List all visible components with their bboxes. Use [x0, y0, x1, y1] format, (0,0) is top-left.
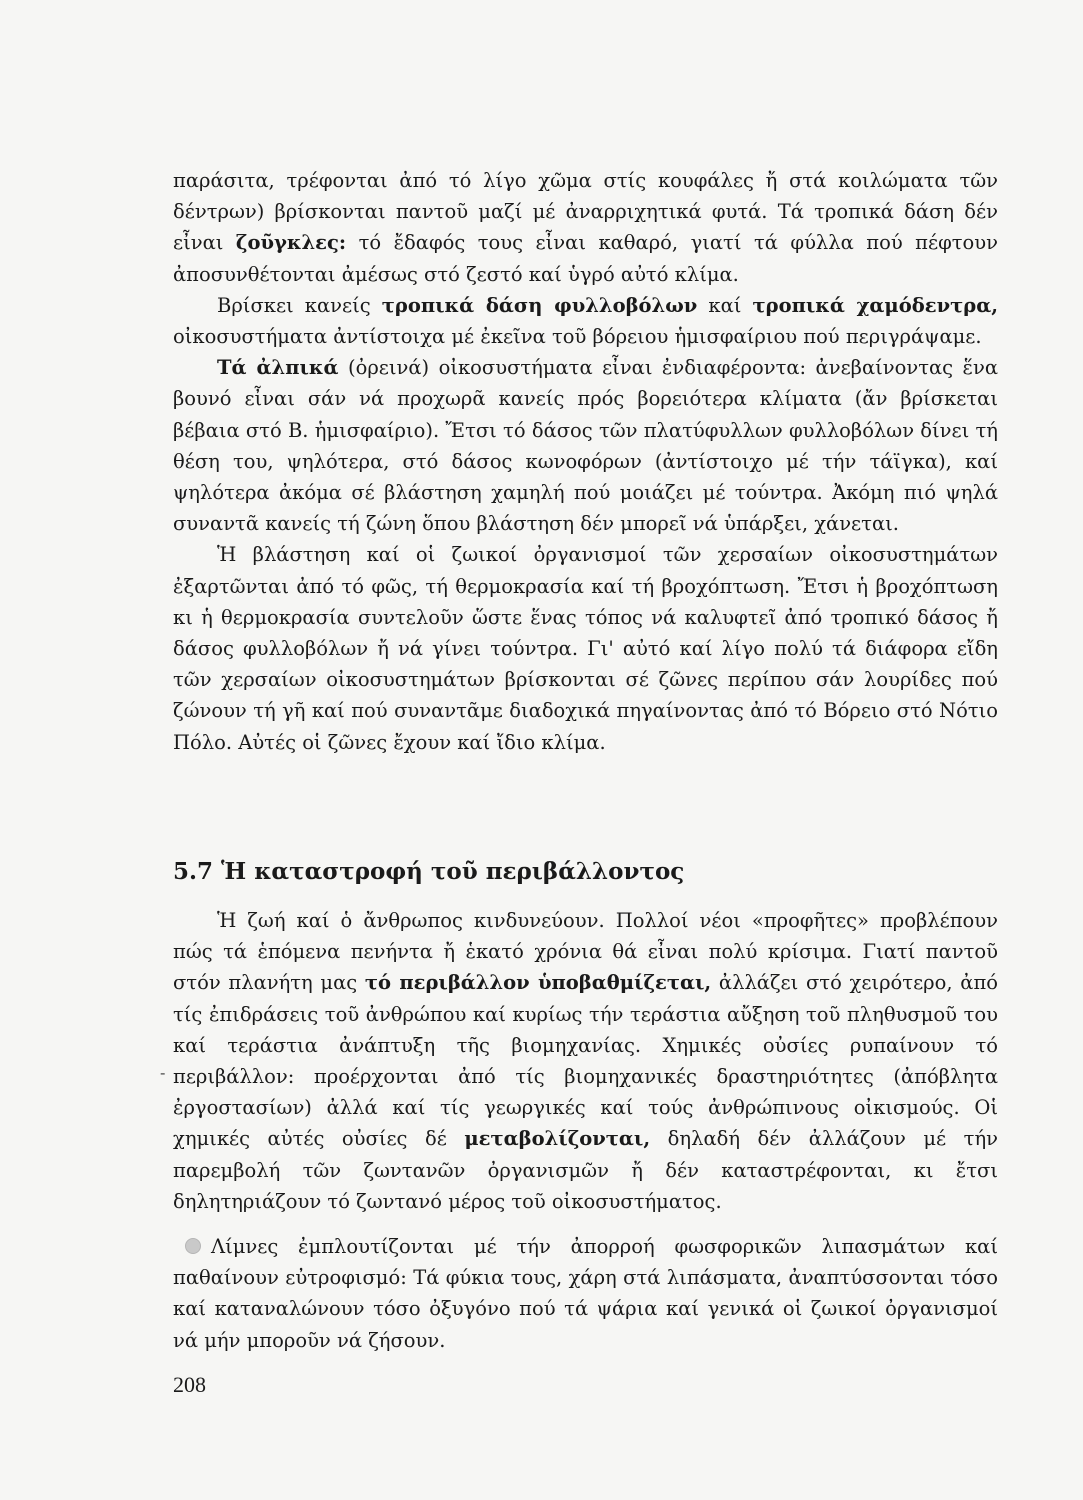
- bold-term: τροπικά χαμόδεντρα,: [752, 293, 998, 317]
- bold-term: μεταβολίζονται,: [464, 1127, 651, 1151]
- text-run: καί: [697, 293, 753, 317]
- text-run: Ἡ ζωή καί ὁ ἄνθρωπος κινδυνεύουν. Πολλοί νέοι «προφῆτες» προβλέπουν πώς τά ἑπόμενα πενήντα ἤ ἑκατό χρόνια θά εἶναι πολύ κρίσιμα. Γιατί παντοῦ στόν πλανήτη μας: [173, 909, 998, 995]
- text-run: οἰκοσυστήματα ἀντίστοιχα μέ ἐκεῖνα τοῦ βόρειου ἡμισφαίριου πού περιγράψαμε.: [173, 325, 982, 349]
- text-run: τό ἔδαφός τους εἶναι καθαρό, γιατί τά φύλλα πού πέφτουν ἀποσυνθέτονται ἀμέσως στό ζεστό καί ὑγρό αὐτό κλίμα.: [173, 231, 998, 286]
- text-block-top: [173, 165, 998, 758]
- section-number: 5.7: [173, 858, 214, 885]
- section-heading: [173, 858, 684, 885]
- text-run: δηλαδή δέν ἀλλάζουν μέ τήν παρεμβολή τῶν ζωντανῶν ὀργανισμῶν ἤ δέν καταστρέφονται, κι ἔτσι δηλητηριάζουν τό ζωντανό μέρος τοῦ οἰκοσυστήματος.: [173, 1127, 998, 1213]
- text-run: ἀλλάζει στό χειρότερο, ἀπό τίς ἐπιδράσεις τοῦ ἀνθρώπου καί κυρίως τήν τεράστια αὔξηση τοῦ πληθυσμοῦ του καί τεράστια ἀνάπτυξη τῆς βιομηχανίας. Χημικές οὐσίες ρυπαίνουν τό περιβάλλον: προέρχονται ἀπό τίς βιομηχανικές δραστηριότητες (ἀπόβλητα ἐργοστασίων) ἀλλά καί τίς γεωργικές καί τούς ἀνθρώπινους οἰκισμούς. Οἱ χημικές αὐτές οὐσίες δέ: [173, 971, 999, 1151]
- text-run: (ὀρεινά) οἰκοσυστήματα εἶναι ἐνδιαφέροντα: ἀνεβαίνοντας ἕνα βουνό εἶναι σάν νά προχωρᾶ κανείς πρός βορειότερα κλίματα (ἄν βρίσκεται βέβαια στό Β. ἡμισφαίριο). Ἔτσι τό δάσος τῶν πλατύφυλλων φυλλοβόλων δίνει τή θέση του, ψηλότερα, στό δάσος κωνοφόρων (ἀντίστοιχο μέ τήν τάϊγκα), καί ψηλότερα ἀκόμα σέ βλάστηση χαμηλή πού μοιάζει μέ τούντρα. Ἀκόμη πιό ψηλά συναντᾶ κανείς τή ζώνη ὅπου βλάστηση δέν μπορεῖ νά ὑπάρξει, χάνεται.: [173, 356, 998, 536]
- text-run: Βρίσκει κανείς: [217, 293, 382, 317]
- text-block-bottom: [173, 905, 998, 1356]
- paragraph-3: [173, 352, 998, 539]
- text-run: Λίμνες ἐμπλουτίζονται μέ τήν ἀπορροή φωσφορικῶν λιπασμάτων καί παθαίνουν εὐτροφισμό: Τά φύκια τους, χάρη στά λιπάσματα, ἀναπτύσσονται τόσο καί καταναλώνουν τόσο ὀξυγόνο πού τά ψάρια καί γενικά οἱ ζωικοί ὀργανισμοί νά μήν μποροῦν νά ζήσουν.: [173, 1235, 998, 1352]
- text-run: παράσιτα, τρέφονται ἀπό τό λίγο χῶμα στίς κουφάλες ἤ στά κοιλώματα τῶν δέντρων) βρίσκονται παντοῦ μαζί μέ ἀναρριχητικά φυτά. Τά τροπικά δάση δέν εἶναι: [173, 169, 998, 255]
- page-number: 208: [173, 1372, 206, 1397]
- bold-term: Τά ἀλπικά: [217, 356, 339, 380]
- paragraph-1: [173, 165, 998, 290]
- bold-term: ζοῦγκλες:: [235, 231, 347, 255]
- section-title: Ἡ καταστροφή τοῦ περιβάλλοντος: [221, 858, 685, 885]
- paragraph-4: Ἡ βλάστηση καί οἱ ζωικοί ὀργανισμοί τῶν χερσαίων οἰκοσυστημάτων ἐξαρτῶνται ἀπό τό φῶς, τή θερμοκρασία καί τή βροχόπτωση. Ἔτσι ἡ βροχόπτωση κι ἡ θερμοκρασία συντελοῦν ὥστε ἕνας τόπος νά καλυφτεῖ ἀπό τροπικό δάσος ἤ δάσος φυλλοβόλων ἤ νά γίνει τούντρα. Γι' αὐτό καί λίγο πολύ τά διάφορα εἴδη τῶν χερσαίων οἰκοσυστημάτων βρίσκονται σέ ζῶνες περίπου σάν λουρίδες πού ζώνουν τή γῆ καί πού συναντᾶμε διαδοχικά πηγαίνοντας ἀπό τό Βόρειο στό Νότιο Πόλο. Αὐτές οἱ ζῶνες ἔχουν καί ἴδιο κλίμα.: [173, 543, 998, 754]
- bold-term: τό περιβάλλον ὑποβαθμίζεται,: [364, 971, 712, 995]
- paragraph-5: [173, 905, 998, 1217]
- margin-mark: -: [160, 1063, 166, 1082]
- paragraph-6: [173, 1231, 998, 1356]
- bullet-circle-icon: [185, 1238, 201, 1254]
- bold-term: τροπικά δάση φυλλοβόλων: [381, 293, 698, 317]
- paragraph-2: [173, 290, 998, 352]
